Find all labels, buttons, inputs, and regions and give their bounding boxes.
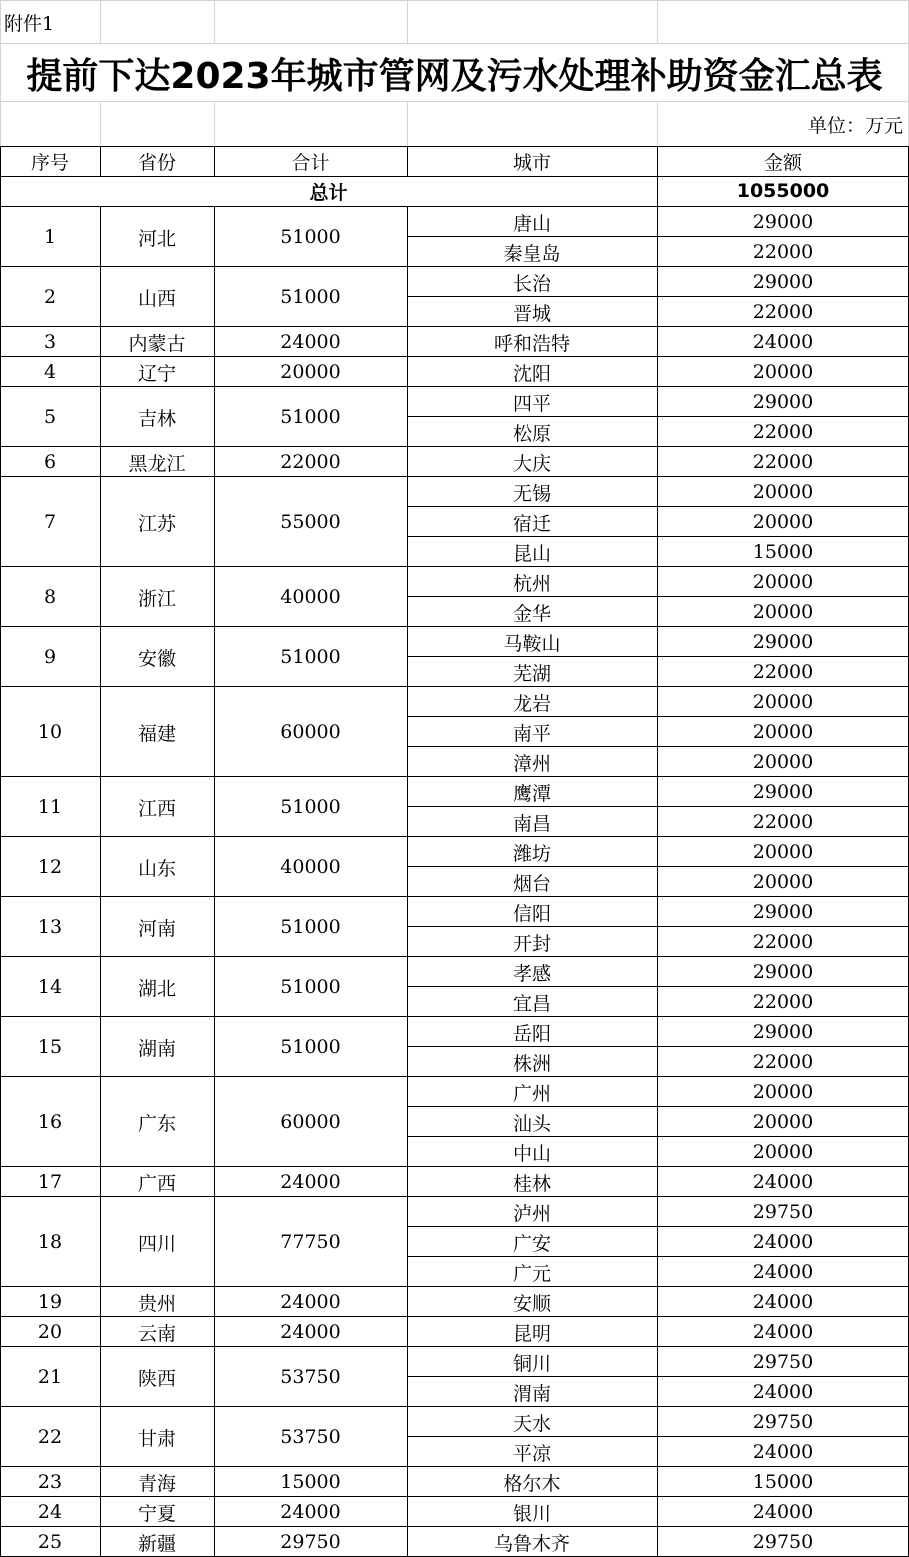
- province-name: 贵州: [137, 1292, 176, 1315]
- province-name: 江西: [137, 797, 176, 820]
- city-amount: 22000: [752, 451, 814, 473]
- province-seq: 8: [43, 586, 57, 608]
- province-seq: 23: [37, 1471, 63, 1493]
- province-seq: 15: [37, 1036, 63, 1058]
- city-name: 龙岩: [512, 692, 551, 715]
- province-seq: 17: [37, 1171, 63, 1193]
- city-name: 松原: [512, 422, 551, 445]
- attachment-label: 附件1: [4, 12, 55, 35]
- city-name: 昆明: [512, 1322, 551, 1345]
- city-name: 株洲: [512, 1052, 551, 1075]
- city-name: 四平: [512, 392, 551, 415]
- grid-hline: [407, 986, 909, 987]
- city-name: 汕头: [512, 1112, 551, 1135]
- city-name: 南平: [512, 722, 551, 745]
- city-name: 晋城: [512, 302, 551, 325]
- grid-hline: [0, 326, 909, 327]
- grid-hline: [0, 1346, 909, 1347]
- province-name: 山西: [137, 287, 176, 310]
- province-total: 24000: [280, 1501, 341, 1523]
- province-name: 江苏: [137, 512, 176, 535]
- grid-hline: [0, 1016, 909, 1017]
- province-total: 24000: [280, 331, 341, 353]
- city-name: 金华: [512, 602, 551, 625]
- grid-hline: [407, 596, 909, 597]
- city-name: 安顺: [512, 1292, 551, 1315]
- city-name: 宜昌: [512, 992, 551, 1015]
- city-amount: 29750: [752, 1351, 814, 1373]
- city-name: 大庆: [512, 452, 551, 475]
- province-seq: 4: [43, 361, 57, 383]
- province-name: 内蒙古: [128, 332, 186, 355]
- grid-hline: [0, 266, 909, 267]
- city-name: 广安: [512, 1232, 551, 1255]
- province-name: 浙江: [137, 587, 176, 610]
- province-total: 15000: [280, 1471, 341, 1493]
- grand-total-label: 总计: [309, 181, 348, 204]
- province-seq: 14: [37, 976, 63, 998]
- province-total: 22000: [280, 451, 341, 473]
- grid-hline: [407, 236, 909, 237]
- grid-hline: [407, 866, 909, 867]
- grid-vline: [657, 0, 658, 44]
- grid-hline: [0, 101, 909, 102]
- city-amount: 20000: [752, 1111, 814, 1133]
- city-name: 桂林: [512, 1172, 551, 1195]
- grid-vline: [100, 102, 101, 146]
- city-amount: 29750: [752, 1201, 814, 1223]
- header-province: 省份: [137, 151, 176, 174]
- city-amount: 20000: [752, 1081, 814, 1103]
- province-total: 53750: [280, 1426, 341, 1448]
- city-amount: 22000: [752, 931, 814, 953]
- city-amount: 24000: [752, 1501, 814, 1523]
- province-total: 51000: [280, 976, 341, 998]
- province-name: 新疆: [137, 1532, 176, 1555]
- city-name: 格尔木: [503, 1472, 561, 1495]
- city-amount: 20000: [752, 511, 814, 533]
- province-seq: 5: [43, 406, 57, 428]
- grid-hline: [407, 416, 909, 417]
- grid-hline: [0, 176, 909, 177]
- city-amount: 20000: [752, 361, 814, 383]
- city-amount: 20000: [752, 481, 814, 503]
- city-amount: 24000: [752, 1291, 814, 1313]
- city-name: 渭南: [512, 1382, 551, 1405]
- grid-hline: [407, 746, 909, 747]
- province-total: 51000: [280, 646, 341, 668]
- city-amount: 20000: [752, 1141, 814, 1163]
- header-amount: 金额: [763, 151, 802, 174]
- grid-hline: [0, 1496, 909, 1497]
- city-name: 天水: [512, 1412, 551, 1435]
- city-name: 开封: [512, 932, 551, 955]
- city-amount: 24000: [752, 331, 814, 353]
- province-total: 40000: [280, 586, 341, 608]
- grid-vline: [407, 206, 408, 1557]
- city-amount: 29000: [752, 781, 814, 803]
- city-amount: 29000: [752, 1021, 814, 1043]
- city-amount: 24000: [752, 1441, 814, 1463]
- grid-vline: [657, 102, 658, 146]
- province-seq: 21: [37, 1366, 63, 1388]
- province-total: 60000: [280, 1111, 341, 1133]
- grid-hline: [407, 1226, 909, 1227]
- city-name: 中山: [512, 1142, 551, 1165]
- grid-hline: [0, 1166, 909, 1167]
- city-name: 漳州: [512, 752, 551, 775]
- province-seq: 11: [37, 796, 63, 818]
- grid-hline: [407, 536, 909, 537]
- province-total: 51000: [280, 226, 341, 248]
- city-amount: 22000: [752, 811, 814, 833]
- grid-hline: [0, 566, 909, 567]
- grid-hline: [0, 836, 909, 837]
- province-name: 河南: [137, 917, 176, 940]
- city-amount: 29000: [752, 631, 814, 653]
- grid-hline: [0, 956, 909, 957]
- province-name: 广西: [137, 1172, 176, 1195]
- city-amount: 20000: [752, 841, 814, 863]
- grid-vline: [100, 0, 101, 44]
- city-amount: 24000: [752, 1231, 814, 1253]
- city-name: 鹰潭: [512, 782, 551, 805]
- grid-vline: [407, 102, 408, 146]
- province-seq: 22: [37, 1426, 63, 1448]
- grid-hline: [407, 296, 909, 297]
- province-seq: 3: [43, 331, 57, 353]
- province-name: 安徽: [137, 647, 176, 670]
- province-total: 77750: [280, 1231, 341, 1253]
- grid-hline: [0, 356, 909, 357]
- province-total: 24000: [280, 1321, 341, 1343]
- province-name: 湖北: [137, 977, 176, 1000]
- grid-hline: [0, 146, 909, 147]
- grid-hline: [407, 1106, 909, 1107]
- grid-vline: [214, 0, 215, 44]
- grid-vline: [214, 206, 215, 1557]
- grid-hline: [0, 626, 909, 627]
- grid-hline: [0, 1526, 909, 1527]
- province-name: 云南: [137, 1322, 176, 1345]
- city-amount: 24000: [752, 1261, 814, 1283]
- grid-vline: [100, 146, 101, 177]
- province-name: 甘肃: [137, 1427, 176, 1450]
- grid-hline: [0, 1196, 909, 1197]
- grid-hline: [0, 206, 909, 207]
- grid-vline: [100, 206, 101, 1557]
- province-name: 黑龙江: [128, 452, 186, 475]
- grid-vline: [0, 146, 1, 1557]
- grid-hline: [0, 476, 909, 477]
- city-amount: 22000: [752, 241, 814, 263]
- grid-hline: [0, 896, 909, 897]
- city-name: 潍坊: [512, 842, 551, 865]
- city-name: 唐山: [512, 212, 551, 235]
- grid-hline: [407, 1376, 909, 1377]
- province-total: 51000: [280, 1036, 341, 1058]
- province-seq: 1: [43, 226, 57, 248]
- page-title: 提前下达2023年城市管网及污水处理补助资金汇总表: [26, 55, 883, 97]
- grid-hline: [407, 1136, 909, 1137]
- province-seq: 24: [37, 1501, 63, 1523]
- city-amount: 20000: [752, 751, 814, 773]
- city-name: 南昌: [512, 812, 551, 835]
- province-seq: 19: [37, 1291, 63, 1313]
- province-name: 河北: [137, 227, 176, 250]
- province-total: 60000: [280, 721, 341, 743]
- grid-hline: [0, 686, 909, 687]
- grid-hline: [0, 776, 909, 777]
- province-name: 四川: [137, 1232, 176, 1255]
- header-city: 城市: [512, 151, 551, 174]
- province-total: 55000: [280, 511, 341, 533]
- grid-hline: [407, 806, 909, 807]
- city-amount: 29000: [752, 211, 814, 233]
- city-name: 烟台: [512, 872, 551, 895]
- province-seq: 7: [43, 511, 57, 533]
- city-amount: 20000: [752, 871, 814, 893]
- grid-hline: [407, 1046, 909, 1047]
- city-name: 昆山: [512, 542, 551, 565]
- grid-hline: [407, 656, 909, 657]
- city-name: 杭州: [512, 572, 551, 595]
- city-name: 无锡: [512, 482, 551, 505]
- province-name: 陕西: [137, 1367, 176, 1390]
- province-total: 24000: [280, 1291, 341, 1313]
- province-total: 51000: [280, 406, 341, 428]
- city-name: 银川: [512, 1502, 551, 1525]
- province-total: 20000: [280, 361, 341, 383]
- province-seq: 25: [37, 1531, 63, 1553]
- city-name: 沈阳: [512, 362, 551, 385]
- city-amount: 29000: [752, 961, 814, 983]
- city-amount: 22000: [752, 661, 814, 683]
- province-total: 51000: [280, 286, 341, 308]
- province-total: 24000: [280, 1171, 341, 1193]
- province-name: 吉林: [137, 407, 176, 430]
- province-seq: 16: [37, 1111, 63, 1133]
- city-name: 广州: [512, 1082, 551, 1105]
- grid-vline: [657, 176, 658, 207]
- province-seq: 6: [43, 451, 57, 473]
- province-total: 51000: [280, 796, 341, 818]
- province-seq: 20: [37, 1321, 63, 1343]
- city-amount: 15000: [752, 541, 814, 563]
- city-amount: 24000: [752, 1171, 814, 1193]
- province-name: 湖南: [137, 1037, 176, 1060]
- city-amount: 20000: [752, 601, 814, 623]
- province-name: 辽宁: [137, 362, 176, 385]
- city-amount: 29750: [752, 1531, 814, 1553]
- city-name: 铜川: [512, 1352, 551, 1375]
- grid-hline: [0, 446, 909, 447]
- grid-hline: [0, 386, 909, 387]
- province-total: 51000: [280, 916, 341, 938]
- city-name: 信阳: [512, 902, 551, 925]
- grid-hline: [407, 506, 909, 507]
- grand-total-value: 1055000: [736, 180, 830, 202]
- grid-vline: [657, 146, 658, 177]
- province-total: 40000: [280, 856, 341, 878]
- province-name: 宁夏: [137, 1502, 176, 1525]
- city-name: 广元: [512, 1262, 551, 1285]
- city-name: 平凉: [512, 1442, 551, 1465]
- grid-hline: [407, 926, 909, 927]
- header-subtotal: 合计: [291, 151, 330, 174]
- grid-vline: [0, 0, 1, 146]
- grid-vline: [214, 102, 215, 146]
- city-name: 孝感: [512, 962, 551, 985]
- grid-vline: [214, 146, 215, 177]
- province-total: 53750: [280, 1366, 341, 1388]
- grid-vline: [407, 0, 408, 44]
- city-name: 长治: [512, 272, 551, 295]
- header-seq: 序号: [30, 151, 69, 174]
- city-amount: 22000: [752, 301, 814, 323]
- city-name: 秦皇岛: [503, 242, 561, 265]
- city-amount: 29000: [752, 271, 814, 293]
- grid-hline: [0, 1076, 909, 1077]
- grid-hline: [0, 1286, 909, 1287]
- grid-hline: [0, 1466, 909, 1467]
- city-amount: 22000: [752, 991, 814, 1013]
- city-name: 泸州: [512, 1202, 551, 1225]
- city-amount: 20000: [752, 571, 814, 593]
- province-name: 青海: [137, 1472, 176, 1495]
- city-name: 乌鲁木齐: [493, 1532, 570, 1555]
- province-seq: 10: [37, 721, 63, 743]
- city-name: 岳阳: [512, 1022, 551, 1045]
- city-amount: 24000: [752, 1381, 814, 1403]
- city-amount: 29000: [752, 901, 814, 923]
- province-name: 福建: [137, 722, 176, 745]
- grid-hline: [407, 716, 909, 717]
- grid-hline: [0, 0, 909, 1]
- province-seq: 12: [37, 856, 63, 878]
- grid-vline: [407, 146, 408, 177]
- city-name: 呼和浩特: [493, 332, 570, 355]
- grid-hline: [407, 1256, 909, 1257]
- province-seq: 13: [37, 916, 63, 938]
- city-amount: 29000: [752, 391, 814, 413]
- province-name: 广东: [137, 1112, 176, 1135]
- city-amount: 24000: [752, 1321, 814, 1343]
- city-amount: 20000: [752, 721, 814, 743]
- city-name: 宿迁: [512, 512, 551, 535]
- city-amount: 20000: [752, 691, 814, 713]
- grid-vline: [657, 206, 658, 1557]
- unit-label: 单位：万元: [807, 114, 903, 137]
- province-total: 29750: [280, 1531, 341, 1553]
- province-seq: 9: [43, 646, 57, 668]
- city-name: 马鞍山: [503, 632, 561, 655]
- grid-hline: [0, 1316, 909, 1317]
- city-amount: 22000: [752, 1051, 814, 1073]
- city-amount: 15000: [752, 1471, 814, 1493]
- grid-hline: [407, 1436, 909, 1437]
- grid-hline: [0, 1406, 909, 1407]
- province-seq: 2: [43, 286, 57, 308]
- province-seq: 18: [37, 1231, 63, 1253]
- grid-hline: [0, 43, 909, 44]
- city-amount: 29750: [752, 1411, 814, 1433]
- city-name: 芜湖: [512, 662, 551, 685]
- city-amount: 22000: [752, 421, 814, 443]
- province-name: 山东: [137, 857, 176, 880]
